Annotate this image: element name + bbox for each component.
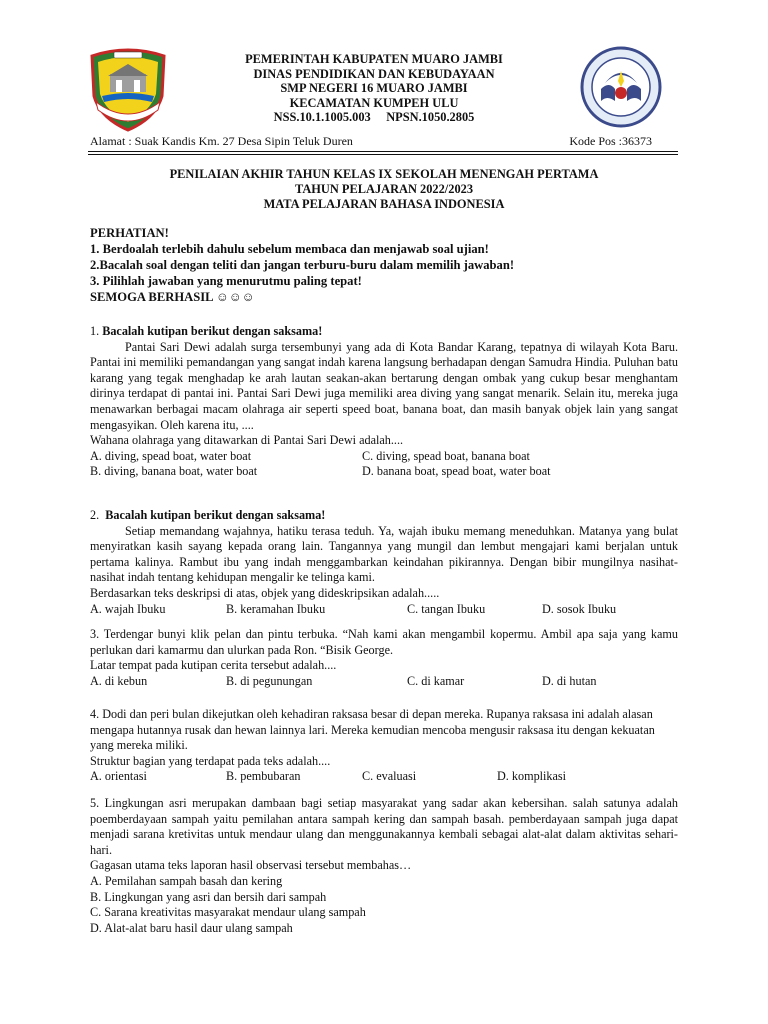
- option-b[interactable]: B. keramahan Ibuku: [226, 601, 326, 616]
- notice-closing: SEMOGA BERHASIL ☺☺☺: [90, 289, 255, 304]
- notice-item-1: 1. Berdoalah terlebih dahulu sebelum membaca dan menjawab soal ujian!: [90, 241, 489, 256]
- notice-item-3: 3. Pilihlah jawaban yang menurutmu paling tepat!: [90, 273, 362, 288]
- question-3: [90, 627, 678, 689]
- muaro-jambi-emblem-icon: [86, 46, 170, 132]
- question-2: [90, 508, 678, 617]
- option-c[interactable]: C. tangan Ibuku: [407, 601, 486, 616]
- notice-item-2: 2.Bacalah soal dengan teliti dan jangan terburu-buru dalam memilih jawaban!: [90, 257, 515, 272]
- option-d[interactable]: D. Alat-alat baru hasil daur ulang sampah: [90, 920, 293, 935]
- tut-wuri-handayani-logo-icon: [579, 45, 663, 129]
- option-b[interactable]: B. Lingkungan yang asri dan bersih dari sampah: [90, 889, 327, 904]
- question-passage: 4. Dodi dan peri bulan dikejutkan oleh kehadiran raksasa besar di depan mereka. Rupanya raksasa ini adalah alasan mengapa hutannya rusak dan hewan lainnya lari. Mereka kemudian mencoba mengusir raksasa itu dengan kekuatan yang mereka miliki.: [90, 707, 655, 753]
- option-d[interactable]: D. banana boat, spead boat, water boat: [362, 464, 551, 479]
- option-a[interactable]: A. diving, spead boat, water boat: [90, 448, 252, 463]
- letterhead-line-3: SMP NEGERI 16 MUARO JAMBI: [280, 81, 468, 96]
- options-row: [90, 464, 678, 480]
- option-a[interactable]: A. orientasi: [90, 769, 147, 784]
- question-instruction: Bacalah kutipan berikut dengan saksama!: [102, 324, 323, 338]
- letterhead-line-4: KECAMATAN KUMPEH ULU: [289, 95, 459, 110]
- question-text: Latar tempat pada kutipan cerita tersebut adalah....: [90, 658, 337, 673]
- header-divider-thick: [88, 151, 678, 152]
- option-d[interactable]: D. sosok Ibuku: [542, 601, 617, 616]
- letterhead-line-5: NSS.10.1.1005.003 NPSN.1050.2805: [273, 110, 475, 125]
- option-a[interactable]: A. Pemilahan sampah basah dan kering: [90, 873, 283, 888]
- question-number: 2.: [90, 508, 106, 522]
- letterhead-line-2: DINAS PENDIDIKAN DAN KEBUDAYAAN: [253, 66, 495, 81]
- exam-title-line-1: PENILAIAN AKHIR TAHUN KELAS IX SEKOLAH MENENGAH PERTAMA: [169, 167, 599, 181]
- question-passage: Setiap memandang wajahnya, hatiku terasa teduh. Ya, wajah ibuku memang meneduhkan. Matanya yang bulat menyiratkan kasih sayang kepada orang lain. Tangannya yang mungil dan lembut mengajari kami berjalan untuk pertama kalinya. Rambut ibu yang indah menggambarkan keindahan pikirannya. Dengan bibir mungilnya nasihat-nasihat indah tentang kehidupan mengalir ke telinga kami.: [90, 523, 678, 585]
- header-divider-thin: [88, 154, 678, 155]
- question-passage: Pantai Sari Dewi adalah surga tersembunyi yang ada di Kota Bandar Karang, tepatnya di wilayah Kota Baru. Pantai ini memiliki pemandangan yang sangat indah karena langsung berhadapan dengan Samudra Hindia. Puluhan batu karang yang tegak menghadap ke arah lautan seakan-akan bertarung dengan ombak yang cukup besar menghantam dirinya terdapat di pantai ini. Pantai Sari Dewi juga memiliki area diving yang sangat menarik. Selain itu, mereka juga menawarkan berbagai macam olahraga air seperti speed boat, banana boat, dan masih banyak objek lain yang sangat mengasyikan. Oleh karena itu, ....: [90, 339, 678, 432]
- notice-heading: PERHATIAN!: [90, 226, 169, 240]
- option-b[interactable]: B. pembubaran: [226, 769, 301, 784]
- option-a[interactable]: A. di kebun: [90, 673, 148, 688]
- question-text: Gagasan utama teks laporan hasil observasi tersebut membahas…: [90, 858, 412, 873]
- question-number: 1.: [90, 324, 103, 338]
- exam-title-line-2: TAHUN PELAJARAN 2022/2023: [294, 181, 474, 196]
- question-text: Wahana olahraga yang ditawarkan di Pantai Sari Dewi adalah....: [90, 433, 404, 448]
- question-5: [90, 796, 678, 936]
- question-4: [90, 707, 678, 785]
- question-text: Berdasarkan teks deskripsi di atas, objek yang dideskripsikan adalah.....: [90, 585, 440, 600]
- postal-code: Kode Pos :36373: [569, 134, 652, 148]
- question-passage: 3. Terdengar bunyi klik pelan dan pintu terbuka. “Nah kami akan mengambil kopermu. Ambil apa saja yang kamu perlukan dari kamarmu dan ulurkan pada Ron. “Bisik George.: [90, 627, 678, 657]
- question-passage: 5. Lingkungan asri merupakan dambaan bagi setiap masyarakat yang sadar akan kebersihan. salah satunya adalah poemberdayaan sampah yaitu pemilahan antara sampah kering dan sampah basah. pemberdayaan sampah juga dapat menjadi sarana kretivitas untuk mendaur ulang dan menggunakannya kembali sebagai alat-alat dalam aktivitas sehari-hari.: [90, 796, 678, 857]
- letterhead: [170, 52, 578, 125]
- option-d[interactable]: D. di hutan: [542, 673, 597, 688]
- option-b[interactable]: B. diving, banana boat, water boat: [90, 464, 258, 479]
- option-c[interactable]: C. evaluasi: [362, 769, 417, 784]
- option-b[interactable]: B. di pegunungan: [226, 673, 313, 688]
- option-c[interactable]: C. diving, spead boat, banana boat: [362, 448, 530, 463]
- option-c[interactable]: C. di kamar: [407, 673, 465, 688]
- options-row: [90, 769, 678, 785]
- letterhead-line-1: PEMERINTAH KABUPATEN MUARO JAMBI: [245, 52, 503, 66]
- option-c[interactable]: C. Sarana kreativitas masyarakat mendaur ulang sampah: [90, 905, 366, 920]
- school-address: Alamat : Suak Kandis Km. 27 Desa Sipin Teluk Duren: [90, 134, 353, 148]
- question-text: Struktur bagian yang terdapat pada teks adalah....: [90, 753, 331, 768]
- exam-notice: [90, 226, 680, 306]
- options-row: [90, 602, 678, 618]
- option-d[interactable]: D. komplikasi: [497, 769, 567, 784]
- exam-title-line-3: MATA PELAJARAN BAHASA INDONESIA: [263, 196, 505, 211]
- options-row: [90, 674, 678, 690]
- options-row: [90, 449, 678, 465]
- question-1: [90, 324, 678, 480]
- school-address-line: [90, 134, 652, 150]
- exam-title: [90, 167, 678, 211]
- question-instruction: Bacalah kutipan berikut dengan saksama!: [105, 508, 326, 522]
- option-a[interactable]: A. wajah Ibuku: [90, 601, 166, 616]
